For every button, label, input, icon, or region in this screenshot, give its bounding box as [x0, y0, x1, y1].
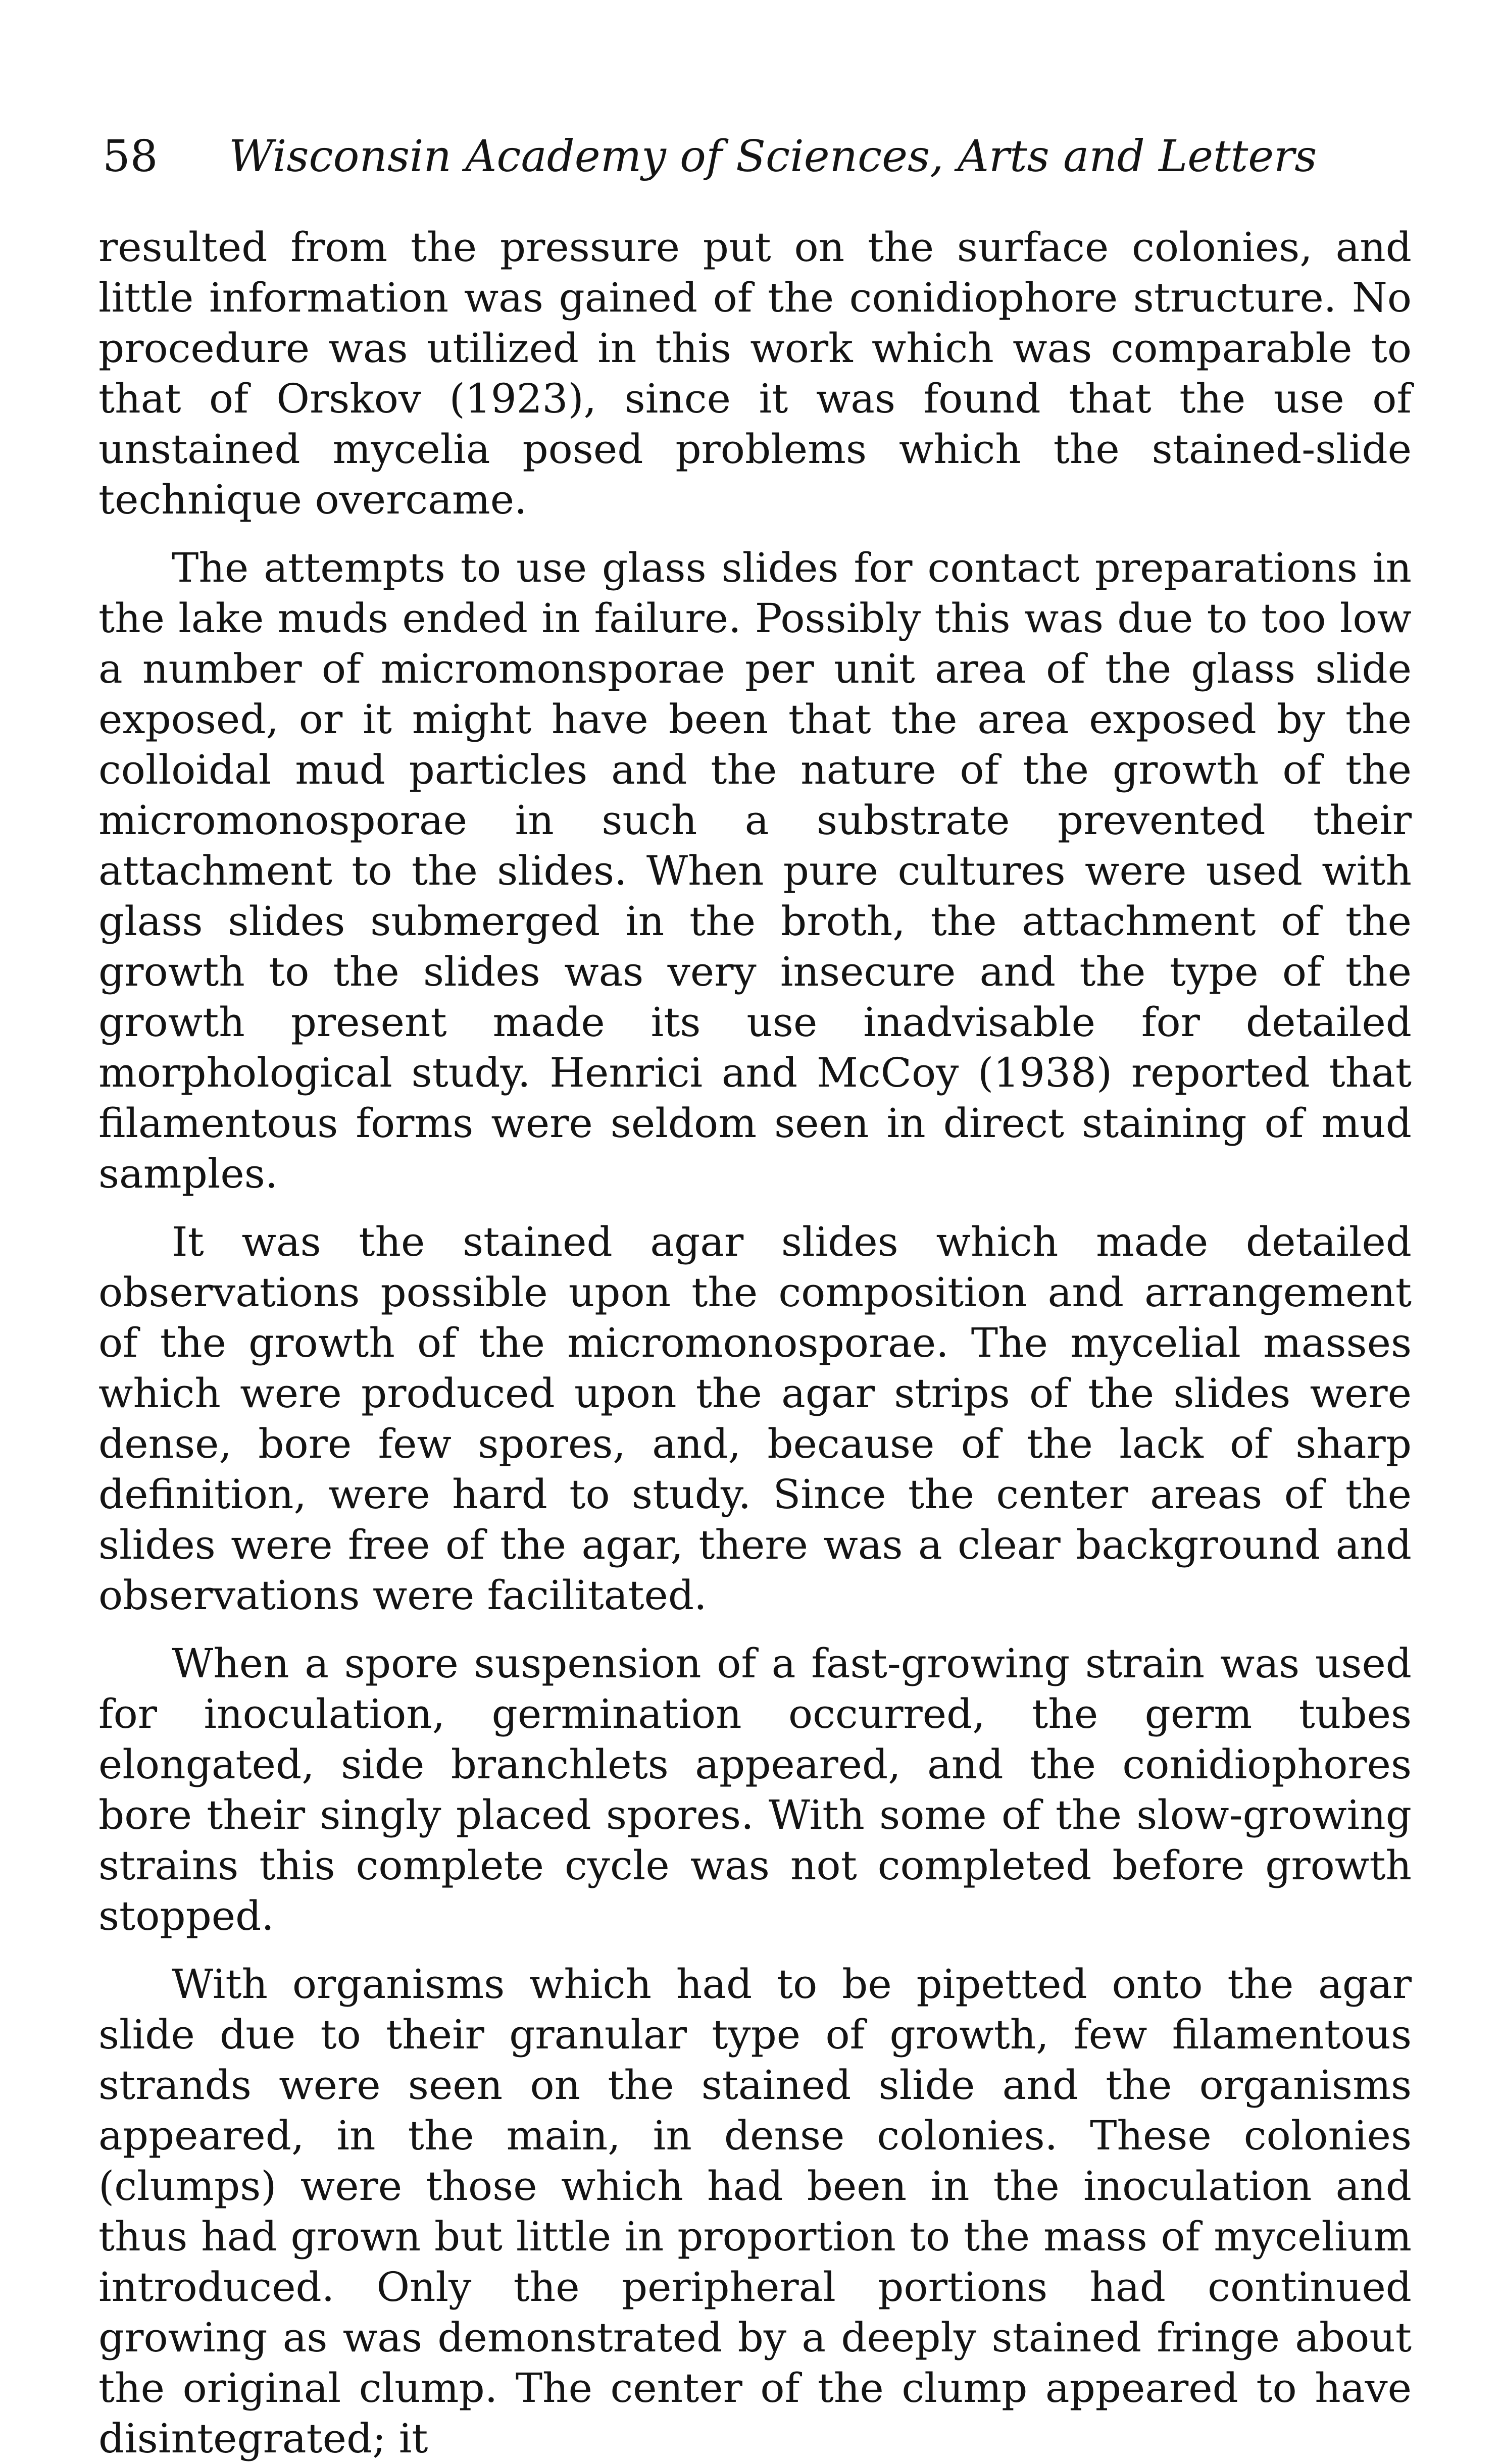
- page-number: 58: [103, 131, 158, 182]
- paragraph-spore-suspension: When a spore suspension of a fast-growing strain was used for inoculation, germination occurred, the germ tubes elongated, side branchlets appeared, and the conidiophores bore their singly placed spores. With some of the slow-growing strains this complete cycle was not completed before growth stopped.: [98, 1640, 1412, 1939]
- paragraph-glass-slides: The attempts to use glass slides for contact preparations in the lake muds ended in failure. Possibly this was due to too low a number of micromonsporae per unit area of the glass slide exposed, or it might have been that the area exposed by the colloidal mud particles and the nature of the growth of the micromonosporae in such a substrate prevented their attachment to the slides. When pure cultures were used with glass slides submerged in the broth, the attachment of the growth to the slides was very insecure and the type of the growth present made its use inadvisable for detailed morphological study. Henrici and McCoy (1938) reported that filamentous forms were seldom seen in direct staining of mud samples.: [98, 544, 1412, 1197]
- body-text: [98, 222, 1412, 2464]
- paragraph-stained-agar-slides: It was the stained agar slides which made detailed observations possible upon the composition and arrangement of the growth of the micromonosporae. The mycelial masses which were produced upon the agar strips of the slides were dense, bore few spores, and, because of the lack of sharp definition, were hard to study. Since the center areas of the slides were free of the agar, there was a clear background and observations were facilitated.: [98, 1218, 1412, 1619]
- running-head: [103, 124, 1395, 189]
- paragraph-continuation: resulted from the pressure put on the surface colonies, and little information was gained of the conidiophore structure. No procedure was utilized in this work which was comparable to that of Orskov (1923), since it was found that the use of unstained mycelia posed problems which the stained-slide technique overcame.: [98, 224, 1412, 523]
- paragraph-pipetted-organisms: With organisms which had to be pipetted onto the agar slide due to their granular type of growth, few filamentous strands were seen on the stained slide and the organisms appeared, in the main, in dense colonies. These colonies (clumps) were those which had been in the inoculation and thus had grown but little in proportion to the mass of mycelium introduced. Only the peripheral portions had continued growing as was demonstrated by a deeply stained fringe about the original clump. The center of the clump appeared to have disintegrated; it: [98, 1961, 1412, 2462]
- journal-title: Wisconsin Academy of Sciences, Arts and Letters: [229, 131, 1317, 182]
